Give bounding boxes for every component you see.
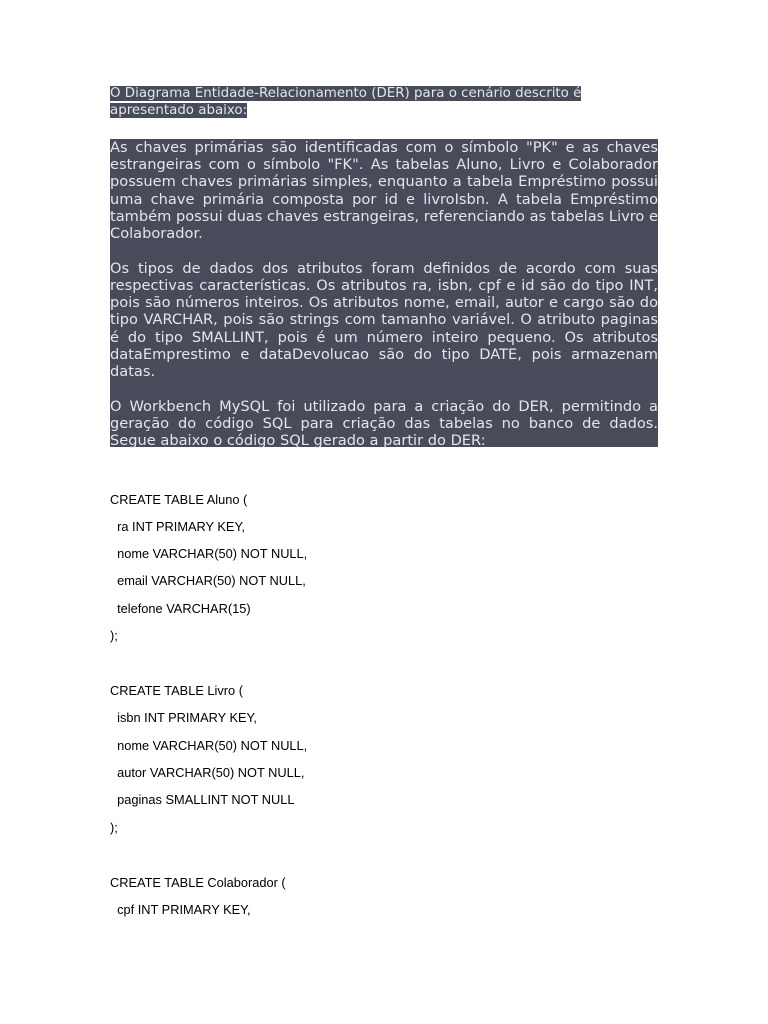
sql-code-line: cpf INT PRIMARY KEY, <box>110 902 251 917</box>
sql-code-line: nome VARCHAR(50) NOT NULL, <box>110 546 308 561</box>
sql-code-line: email VARCHAR(50) NOT NULL, <box>110 573 306 588</box>
sql-code-line: CREATE TABLE Colaborador ( <box>110 875 286 890</box>
sql-code-line: ); <box>110 628 118 643</box>
paragraph-keys: As chaves primárias são identificadas com o símbolo "PK" e as chaves estrangeiras com o símbolo "FK". As tabelas Aluno, Livro e Colaborador possuem chaves primárias simples, enquanto a tabela Empréstimo possui uma chave primária composta por id e livroIsbn. A tabela Empréstimo também possui duas chaves estrangeiras, referenciando as tabelas Livro e Colaborador. <box>110 139 658 243</box>
sql-code-line: telefone VARCHAR(15) <box>110 601 251 616</box>
sql-code-line: CREATE TABLE Livro ( <box>110 683 243 698</box>
sql-code-line: autor VARCHAR(50) NOT NULL, <box>110 765 305 780</box>
sql-code-line: isbn INT PRIMARY KEY, <box>110 710 257 725</box>
sql-code-line: ra INT PRIMARY KEY, <box>110 519 245 534</box>
sql-code-line: CREATE TABLE Aluno ( <box>110 492 248 507</box>
paragraph-workbench: O Workbench MySQL foi utilizado para a criação do DER, permitindo a geração do código SQL para criação das tabelas no banco de dados. Segue abaixo o código SQL gerado a partir do DER: <box>110 397 658 450</box>
sql-code-line: ); <box>110 820 118 835</box>
sql-code-line: nome VARCHAR(50) NOT NULL, <box>110 738 308 753</box>
intro-text: O Diagrama Entidade-Relacionamento (DER) para o cenário descrito é apresentado abaixo: <box>110 86 582 118</box>
highlighted-text-block <box>110 139 658 450</box>
intro-paragraph <box>110 86 658 119</box>
sql-code-line: paginas SMALLINT NOT NULL <box>110 792 295 807</box>
paragraph-data-types: Os tipos de dados dos atributos foram definidos de acordo com suas respectivas características. Os atributos ra, isbn, cpf e id são do tipo INT, pois são números inteiros. Os atributos nome, email, autor e cargo são do tipo VARCHAR, pois são strings com tamanho variável. O atributo paginas é do tipo SMALLINT, pois é um número inteiro pequeno. Os atributos dataEmprestimo e dataDevolucao são do tipo DATE, pois armazenam datas. <box>110 259 658 381</box>
